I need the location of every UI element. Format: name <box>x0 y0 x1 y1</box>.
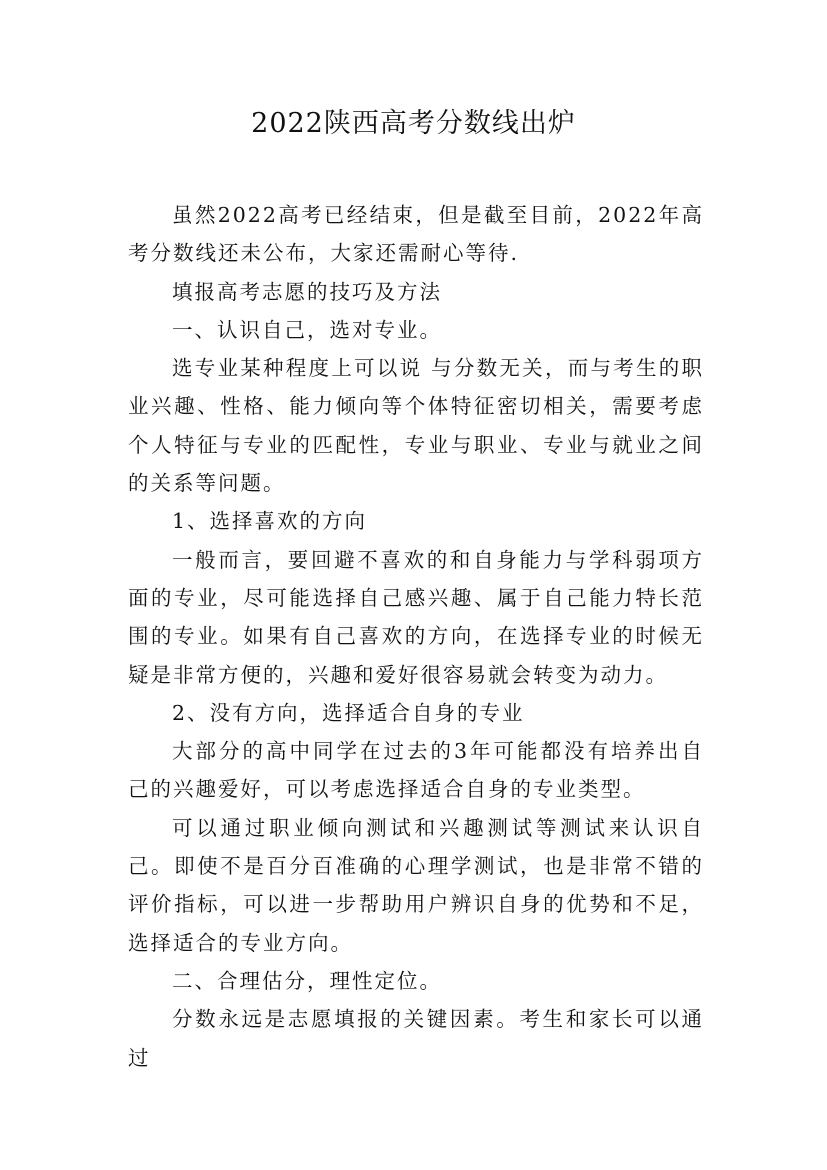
paragraph-section-one: 一、认识自己，选对专业。 <box>172 317 442 342</box>
paragraph-preferred-direction: 一般而言，要回避不喜欢的和自身能力与学科弱项方面的专业，尽可能选择自己感兴趣、属于自己能力特长范围的专业。如果有自己喜欢的方向，在选择专业的时候无疑是非常方便的，兴趣和爱好很容易就会转变为动力。 <box>128 547 704 687</box>
paragraph-intro: 虽然2022高考已经结束，但是截至目前，2022年高考分数线还未公布，大家还需耐心等待. <box>128 203 704 266</box>
paragraph-choose-major: 选专业某种程度上可以说 与分数无关，而与考生的职业兴趣、性格、能力倾向等个体特征密切相关，需要考虑个人特征与专业的匹配性，专业与职业、专业与就业之间的关系等问题。 <box>128 356 704 496</box>
paragraph-subheading-2: 2、没有方向，选择适合自身的专业 <box>172 700 525 725</box>
paragraph-heading-tips: 填报高考志愿的技巧及方法 <box>172 279 442 304</box>
document-body <box>128 196 704 1077</box>
paragraph-tests: 可以通过职业倾向测试和兴趣测试等测试来认识自己。即使不是百分百准确的心理学测试，也是非常不错的评价指标，可以进一步帮助用户辨识自身的优势和不足，选择适合的专业方向。 <box>128 815 704 955</box>
paragraph-score-key: 分数永远是志愿填报的关键因素。考生和家长可以通过 <box>128 1007 704 1070</box>
paragraph-section-two: 二、合理估分，理性定位。 <box>172 968 442 993</box>
document-title: 2022陕西高考分数线出炉 <box>251 108 576 139</box>
paragraph-no-direction: 大部分的高中同学在过去的3年可能都没有培养出自己的兴趣爱好，可以考虑选择适合自身的专业类型。 <box>128 739 704 802</box>
paragraph-subheading-1: 1、选择喜欢的方向 <box>172 509 368 534</box>
